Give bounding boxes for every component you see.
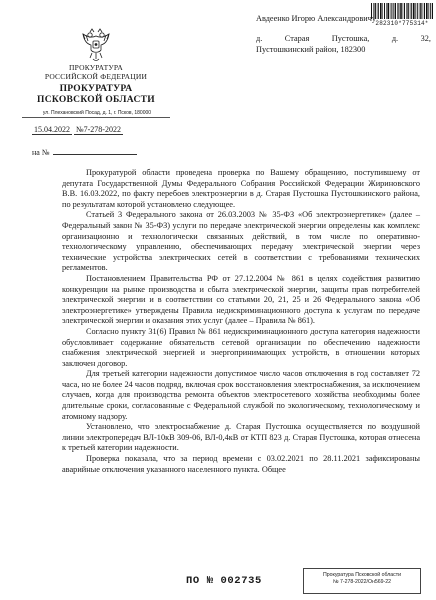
org-header-small <box>22 63 170 81</box>
paragraph: Проверка показала, что за период времени с 03.02.2021 по 28.11.2021 зафиксированы аварийные отключения указанного населенного пункта. Общее <box>62 454 420 474</box>
paragraph: Статьей 3 Федерального закона от 26.03.2003 № 35-ФЗ «Об электроэнергетике» (далее – Федеральный закон № 35-ФЗ) услуги по передаче электрической энергии определены как комплекс организационно и технологически связанных действий, в том числе по оперативно-технологическому управлению, обеспечивающих передачу электрической энергии через технические устройства электрических сетей в соответствии с требованиями технических регламентов. <box>62 210 420 273</box>
letter-body <box>62 168 420 475</box>
org-title-2: ПСКОВСКОЙ ОБЛАСТИ <box>37 95 155 105</box>
barcode-number: 282310*775314* <box>375 20 429 27</box>
doc-date-number <box>32 125 123 134</box>
addr-part: д. <box>391 34 399 43</box>
addr-part: Старая <box>284 34 310 43</box>
paragraph: Постановлением Правительства РФ от 27.12.2004 № 861 в целях содействия развитию конкуренции на рынке производства и сбыта электрической энергии, защиты прав потребителей электрической энергии и в соответствии со статьями 20, 21, 25 и 26 Федерального закона «Об электроэнергетике» утверждены Правила недискриминационного доступа к услугам по передаче электрической энергии и оказания этих услуг (далее – Правила № 861). <box>62 273 420 326</box>
paragraph: Согласно пункту 31(6) Правил № 861 недискриминационного доступа категория надежности обусловливает содержание обязательств сетевой организации по обеспечению надежности снабжения электрической энергией и энергопринимающих устройств, в отношении которых заключен договор. <box>62 326 420 368</box>
recipient-address-line-1 <box>256 33 431 44</box>
addr-part: д. <box>256 34 263 43</box>
addr-part: 32, <box>420 34 431 43</box>
reference-line <box>32 148 137 157</box>
addr-part: Пустошка, <box>331 34 370 43</box>
reference-blank <box>53 154 137 155</box>
paragraph: Прокуратурой области проведена проверка по Вашему обращению, поступившему от депутата Государственной Думы Федерального Собрания Российской Федерации Жириновского В.В. 16.03.2022, по факту перебоев электроэнергии в д. Старая Пустошка Пустошкинского района, по результатам которой установлено следующее. <box>62 168 420 209</box>
form-serial-number: ПО № 002735 <box>186 575 262 587</box>
recipient-name: Авдеенко Игорю Александровичу <box>256 14 377 23</box>
paragraph: Для третьей категории надежности допустимое число часов отключения в год составляет 72 часа, но не более 24 часов подряд, включая срок восстановления электроснабжения, за исключением случаев, когда для производства ремонта объектов электросетевого хозяйства необходимы более длительные сроки, согласованные с Федеральной службой по экологическому, технологическому и атомному надзору. <box>62 369 420 421</box>
org-header-title <box>22 84 170 106</box>
recipient-address-line-2: Пустошкинский район, 182300 <box>256 45 366 54</box>
org-line-1: ПРОКУРАТУРА <box>69 63 123 72</box>
paragraph: Установлено, что электроснабжение д. Старая Пустошка осуществляется по воздушной линии электропередач ВЛ-10кВ 309-06, ВЛ-0,4кВ от КТП 823 д. Старая Пустошка, которая отнесена к третьей категории надежности. <box>62 422 420 453</box>
org-line-2: РОССИЙСКОЙ ФЕДЕРАЦИИ <box>44 72 148 81</box>
address-divider <box>22 117 170 118</box>
stamp-line-1: Прокуратура Псковской области <box>323 572 401 578</box>
registration-stamp <box>303 568 421 594</box>
stamp-line-2: № 7-278-2022/Он569-22 <box>332 578 392 585</box>
org-address: ул. Плехановский Посад, д. 1, г. Псков, 180000 <box>42 110 152 116</box>
coat-of-arms-icon <box>81 26 111 62</box>
doc-number: №7-278-2022 <box>76 125 121 134</box>
doc-date: 15.04.2022 <box>34 125 70 134</box>
org-title-1: ПРОКУРАТУРА <box>59 84 133 94</box>
recipient-block <box>256 13 431 55</box>
reference-label: на № <box>32 148 50 157</box>
